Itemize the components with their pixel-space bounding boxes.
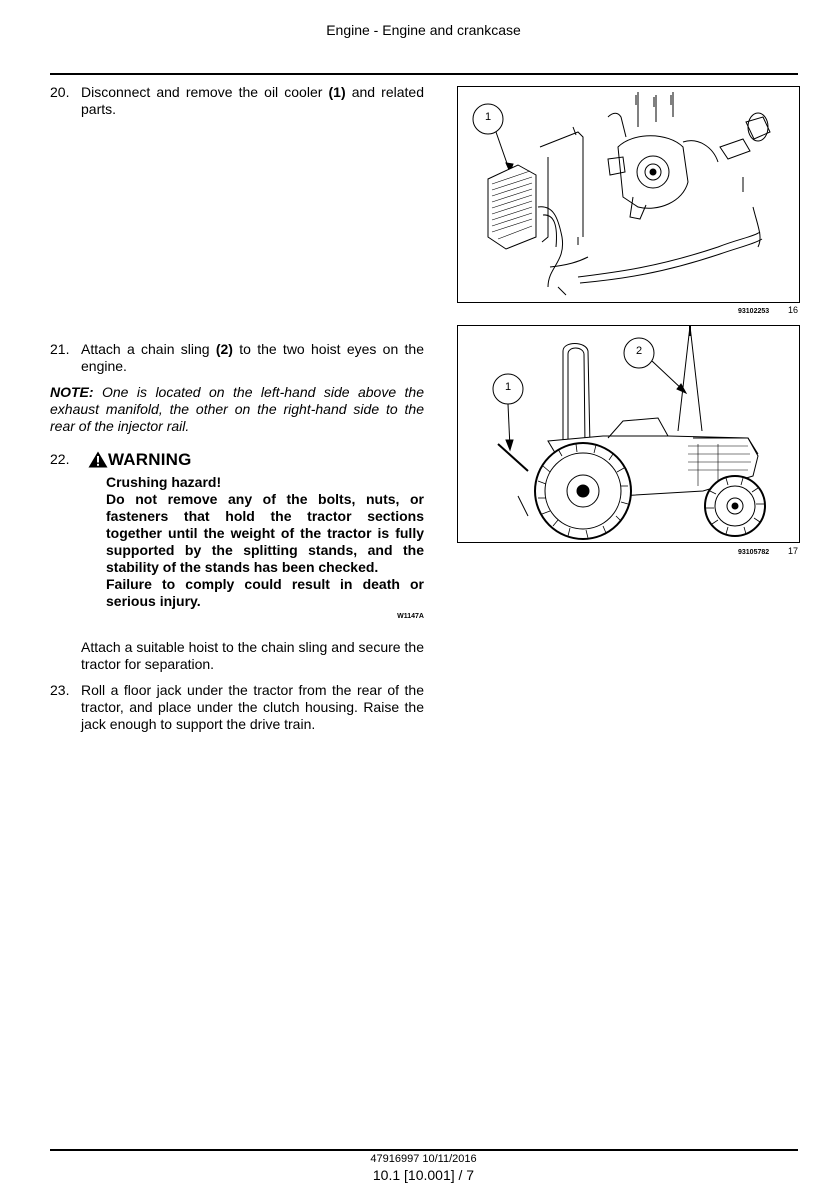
warning-line-1: Crushing hazard! bbox=[106, 474, 222, 490]
instructions-column bbox=[50, 84, 424, 733]
figure-number: 16 bbox=[788, 305, 799, 315]
note-text: One is located on the left-hand side above the exhaust manifold, the other on the right-hand side to the rear of the injector rail. bbox=[50, 384, 424, 434]
step-20 bbox=[50, 84, 424, 118]
step-21 bbox=[50, 341, 424, 375]
footer-doc-id: 47916997 10/11/2016 bbox=[370, 1153, 477, 1165]
step-text bbox=[81, 341, 424, 375]
callout-ref: (2) bbox=[215, 341, 233, 357]
step-text-b: and related parts. bbox=[81, 84, 424, 117]
step-text bbox=[81, 84, 424, 118]
figure-oil-cooler bbox=[457, 86, 800, 303]
page-header: Engine - Engine and crankcase bbox=[326, 22, 521, 38]
callout-label: 1 bbox=[484, 111, 492, 123]
note bbox=[50, 384, 424, 435]
figure-code: 93102253 bbox=[738, 308, 770, 315]
warning-line-3: Failure to comply could result in death or serious injury. bbox=[106, 576, 424, 609]
step-text-a: Attach a chain sling bbox=[81, 341, 216, 357]
warning-triangle-icon bbox=[88, 451, 108, 468]
warning-title: WARNING bbox=[108, 450, 192, 469]
callout-label: 1 bbox=[504, 381, 512, 393]
warning-body bbox=[106, 474, 424, 625]
footer-page-number: 10.1 [10.001] / 7 bbox=[372, 1167, 475, 1183]
step-number: 22. bbox=[50, 451, 70, 467]
step-number: 21. bbox=[50, 341, 70, 357]
figure-code: 93105782 bbox=[738, 549, 770, 556]
callout-ref: (1) bbox=[328, 84, 346, 100]
oil-cooler-illustration bbox=[458, 87, 799, 302]
step-23 bbox=[50, 682, 424, 733]
step-text-a: Disconnect and remove the oil cooler bbox=[81, 84, 329, 100]
step-number: 23. bbox=[50, 682, 70, 698]
warning-header bbox=[50, 451, 424, 468]
warning-block bbox=[50, 451, 424, 625]
note-label: NOTE: bbox=[50, 384, 94, 400]
warning-code: W1147A bbox=[397, 613, 424, 620]
figure-number: 17 bbox=[788, 546, 799, 556]
step-number: 20. bbox=[50, 84, 70, 100]
figure-tractor-sling bbox=[457, 325, 800, 543]
warning-line-2: Do not remove any of the bolts, nuts, or fasteners that hold the tractor sections together until the weight of the tractor is fully supported by the splitting stands, and the stability of the stands has been checked. bbox=[106, 491, 424, 575]
spacer bbox=[50, 118, 424, 341]
callout-label: 2 bbox=[635, 345, 643, 357]
header-rule bbox=[50, 73, 798, 75]
step-22-followup: Attach a suitable hoist to the chain sling and secure the tractor for separation. bbox=[81, 639, 424, 672]
tractor-illustration bbox=[458, 326, 799, 542]
footer-rule bbox=[50, 1149, 798, 1151]
step-text-b: to the two hoist eyes on the engine. bbox=[81, 341, 424, 374]
step-text: Roll a floor jack under the tractor from the rear of the tractor, and place under the clutch housing. Raise the jack enough to support the drive train. bbox=[81, 682, 424, 732]
